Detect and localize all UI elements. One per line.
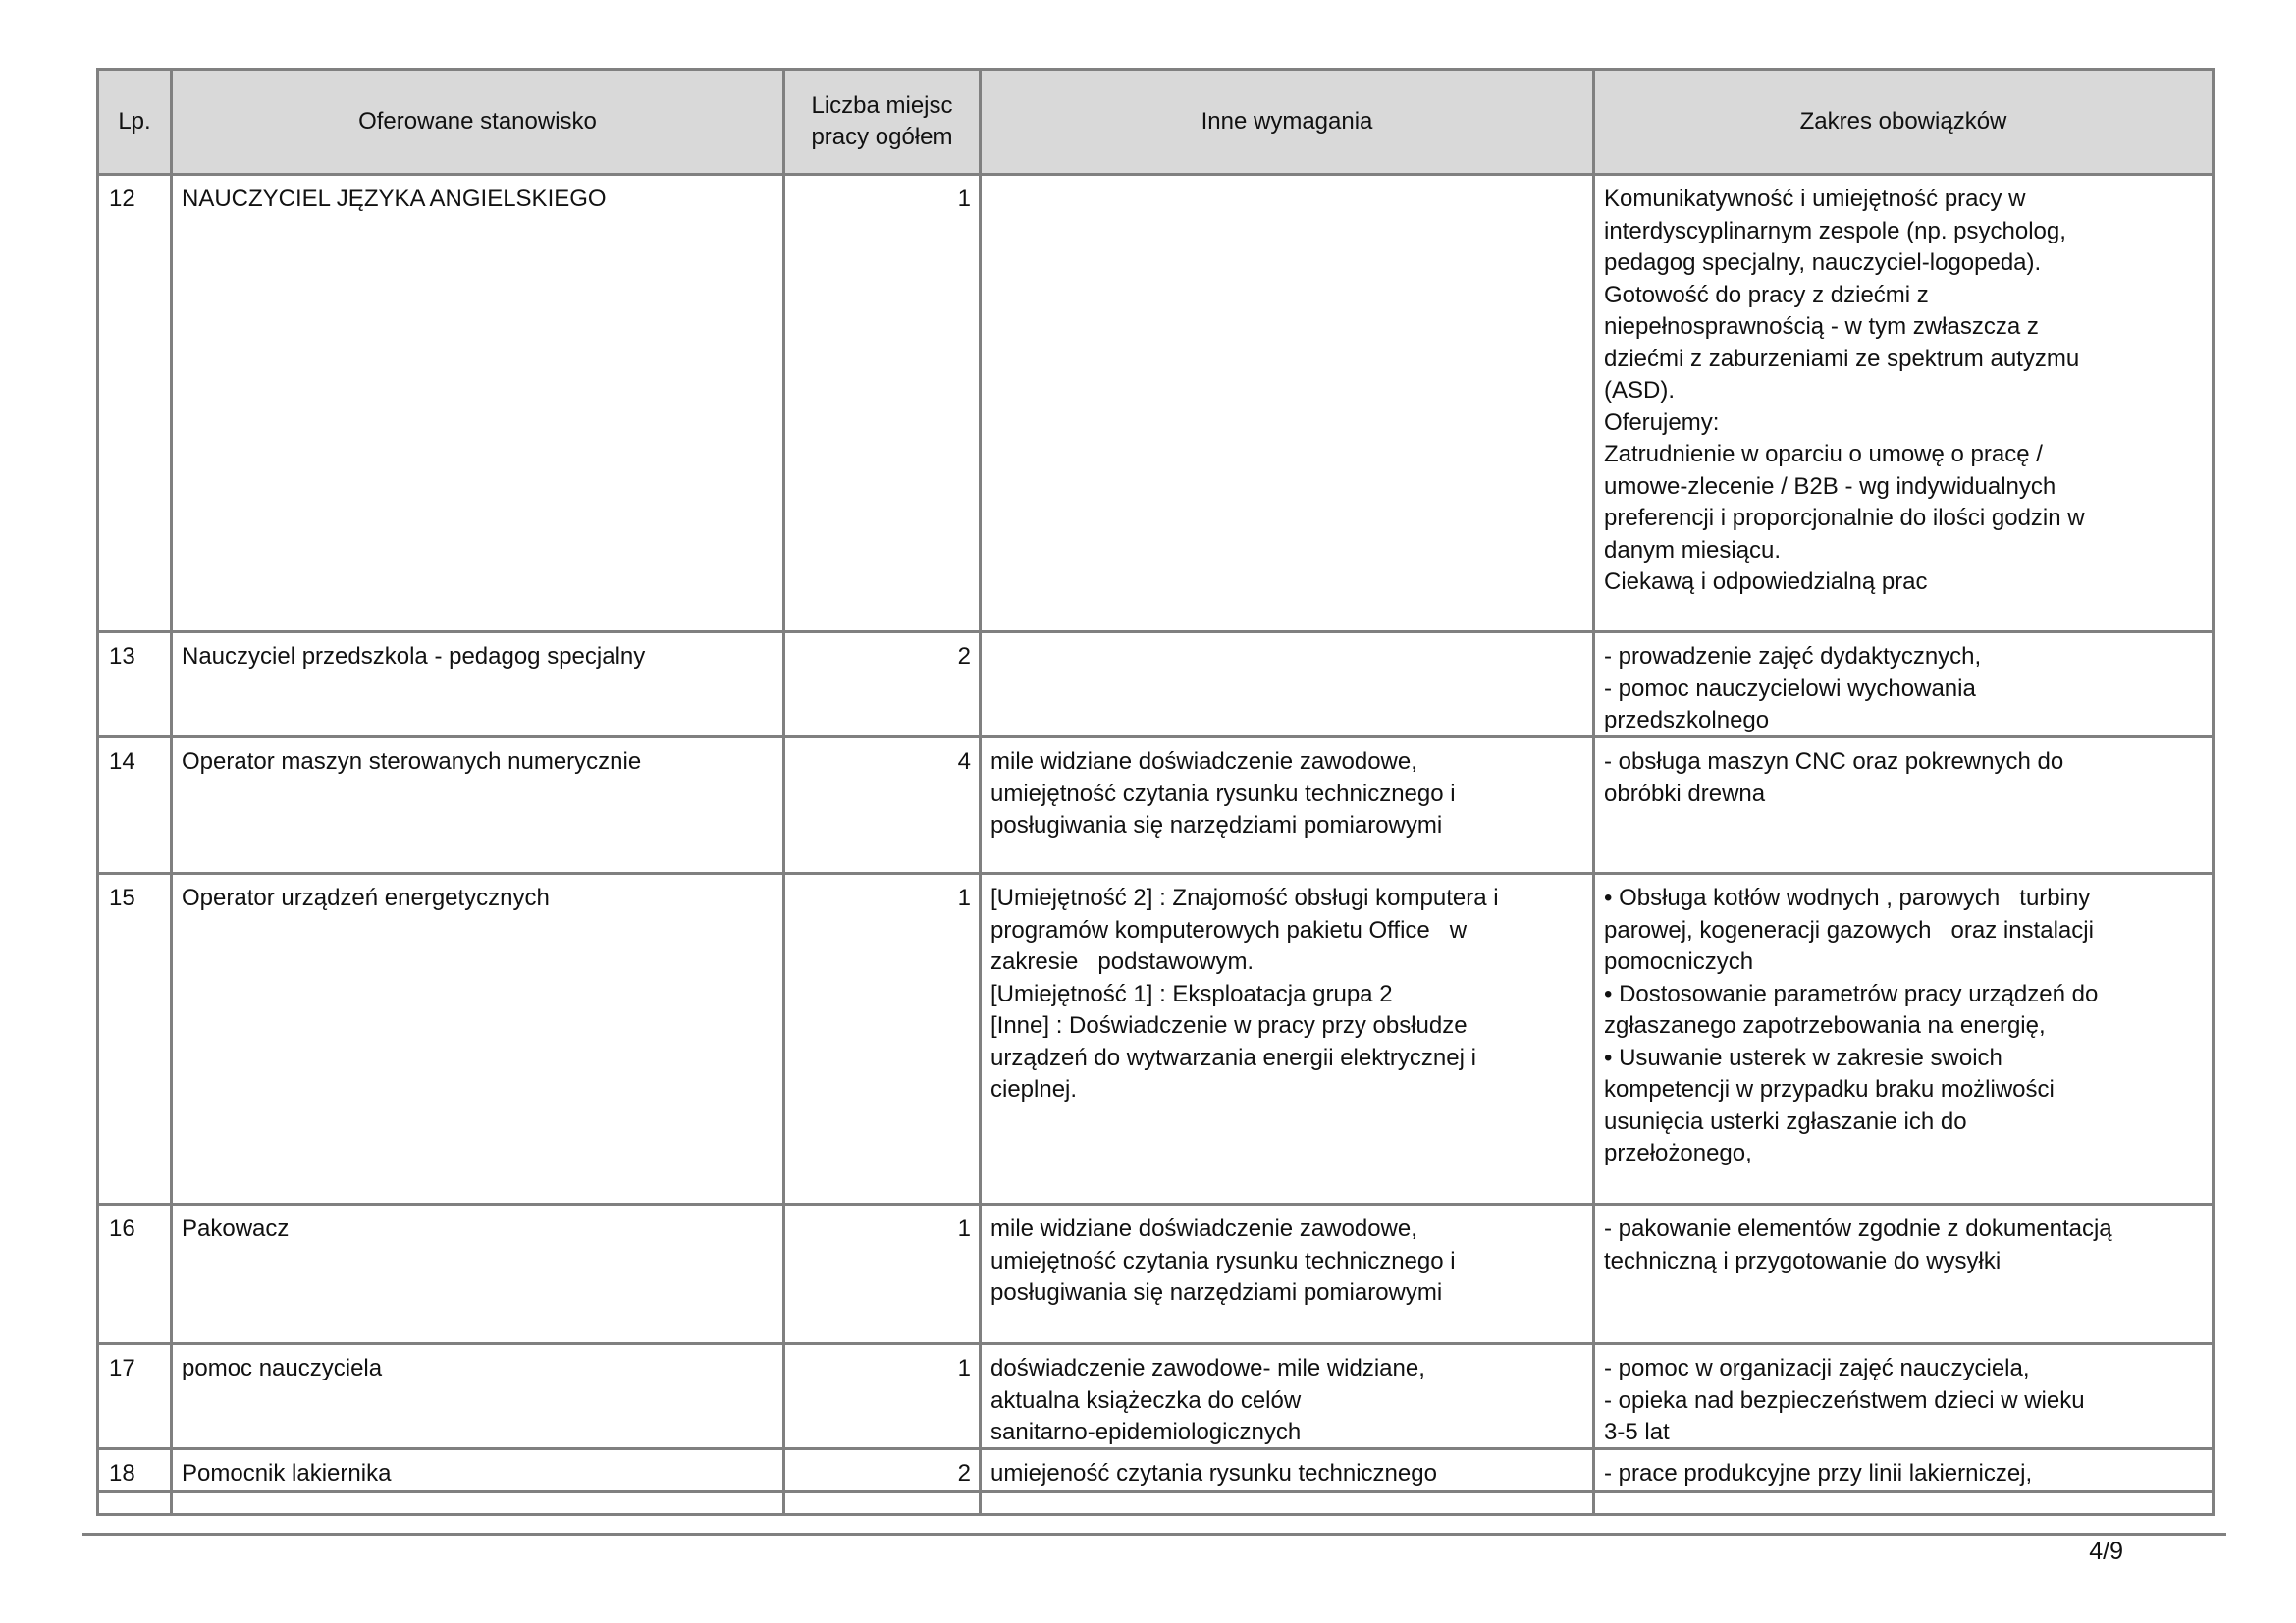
header-count: Liczba miejsc pracy ogółem	[784, 70, 981, 175]
table-row	[98, 1205, 2214, 1344]
table-row	[98, 1449, 2214, 1492]
job-offers-table	[96, 68, 2215, 1516]
cell-position: Pomocnik lakiernika	[182, 1460, 392, 1487]
cell-requirements	[990, 633, 1582, 735]
cell-count: 2	[957, 1460, 971, 1487]
cell-count: 1	[957, 1216, 971, 1242]
cell-requirements	[990, 176, 1582, 630]
cell-requirements: mile widziane doświadczenie zawodowe, umiejętność czytania rysunku technicznego i posługiwania się narzędziami pomiarowymi	[990, 748, 1456, 839]
table-continuation-row	[98, 1492, 2214, 1515]
cell-lp: 16	[109, 1216, 135, 1242]
cell-count: 1	[957, 1355, 971, 1381]
cell-position: Operator maszyn sterowanych numerycznie	[182, 748, 642, 775]
footer-divider	[82, 1533, 2226, 1536]
cell-count: 1	[957, 885, 971, 911]
cell-lp: 14	[109, 748, 135, 775]
header-duties: Zakres obowiązków	[1594, 70, 2214, 175]
continuation-cell	[784, 1492, 981, 1515]
cell-count: 2	[957, 643, 971, 670]
cell-duties: - prace produkcyjne przy linii lakierniczej,	[1604, 1460, 2033, 1487]
cell-position: Operator urządzeń energetycznych	[182, 885, 550, 911]
cell-requirements: [Umiejętność 2] : Znajomość obsługi komputera i programów komputerowych pakietu Office w zakresie podstawowym. [Umiejętność 1] : Eksploatacja grupa 2 [Inne] : Doświadczenie w pracy przy obsłudze urządzeń do wytwarzania energii elektrycznej i cieplnej.	[990, 885, 1499, 1103]
cell-requirements: umiejeność czytania rysunku technicznego	[990, 1460, 1437, 1487]
table-row	[98, 175, 2214, 632]
cell-duties: - pomoc w organizacji zajęć nauczyciela, - opieka nad bezpieczeństwem dzieci w wieku 3-5 lat	[1604, 1355, 2085, 1445]
cell-duties: Komunikatywność i umiejętność pracy w interdyscyplinarnym zespole (np. psycholog, pedagog specjalny, nauczyciel-logopeda). Gotowość do pracy z dziećmi z niepełnosprawnością - w tym zwłaszcza z dziećmi z zaburzeniami ze spektrum autyzmu (ASD). Oferujemy: Zatrudnienie w oparciu o umowę o pracę / umowe-zlecenie / B2B - wg indywidualnych preferencji i proporcjonalnie do ilości godzin w danym miesiącu. Ciekawą i odpowiedzialną prac	[1604, 186, 2085, 595]
cell-duties: - obsługa maszyn CNC oraz pokrewnych do obróbki drewna	[1604, 748, 2064, 807]
cell-lp: 17	[109, 1355, 135, 1381]
table-row	[98, 1344, 2214, 1449]
cell-position: Nauczyciel przedszkola - pedagog specjalny	[182, 643, 646, 670]
cell-duties: • Obsługa kotłów wodnych , parowych turbiny parowej, kogeneracji gazowych oraz instalacji pomocniczych • Dostosowanie parametrów pracy urządzeń do zgłaszanego zapotrzebowania na energię, • Usuwanie usterek w zakresie swoich kompetencji w przypadku braku możliwości usunięcia usterki zgłaszanie ich do przełożonego,	[1604, 885, 2099, 1166]
continuation-cell	[981, 1492, 1594, 1515]
header-position: Oferowane stanowisko	[172, 70, 784, 175]
cell-count: 1	[957, 186, 971, 212]
table-row	[98, 632, 2214, 737]
cell-requirements: doświadczenie zawodowe- mile widziane, aktualna książeczka do celów sanitarno-epidemiologicznych	[990, 1355, 1425, 1445]
cell-duties: - pakowanie elementów zgodnie z dokumentacją techniczną i przygotowanie do wysyłki	[1604, 1216, 2112, 1274]
cell-count: 4	[957, 748, 971, 775]
cell-position: NAUCZYCIEL JĘZYKA ANGIELSKIEGO	[182, 186, 607, 212]
table-row	[98, 874, 2214, 1205]
continuation-cell	[172, 1492, 784, 1515]
cell-lp: 18	[109, 1460, 135, 1487]
continuation-cell	[98, 1492, 172, 1515]
cell-position: pomoc nauczyciela	[182, 1355, 383, 1381]
continuation-cell	[1594, 1492, 2214, 1515]
cell-lp: 15	[109, 885, 135, 911]
page-number: 4/9	[2089, 1538, 2123, 1565]
cell-requirements: mile widziane doświadczenie zawodowe, umiejętność czytania rysunku technicznego i posługiwania się narzędziami pomiarowymi	[990, 1216, 1456, 1306]
header-lp: Lp.	[98, 70, 172, 175]
cell-lp: 12	[109, 186, 135, 212]
cell-lp: 13	[109, 643, 135, 670]
cell-duties: - prowadzenie zajęć dydaktycznych, - pomoc nauczycielowi wychowania przedszkolnego	[1604, 643, 1982, 733]
cell-position: Pakowacz	[182, 1216, 290, 1242]
table-row	[98, 737, 2214, 874]
header-requirements: Inne wymagania	[981, 70, 1594, 175]
table-header-row	[98, 70, 2214, 175]
